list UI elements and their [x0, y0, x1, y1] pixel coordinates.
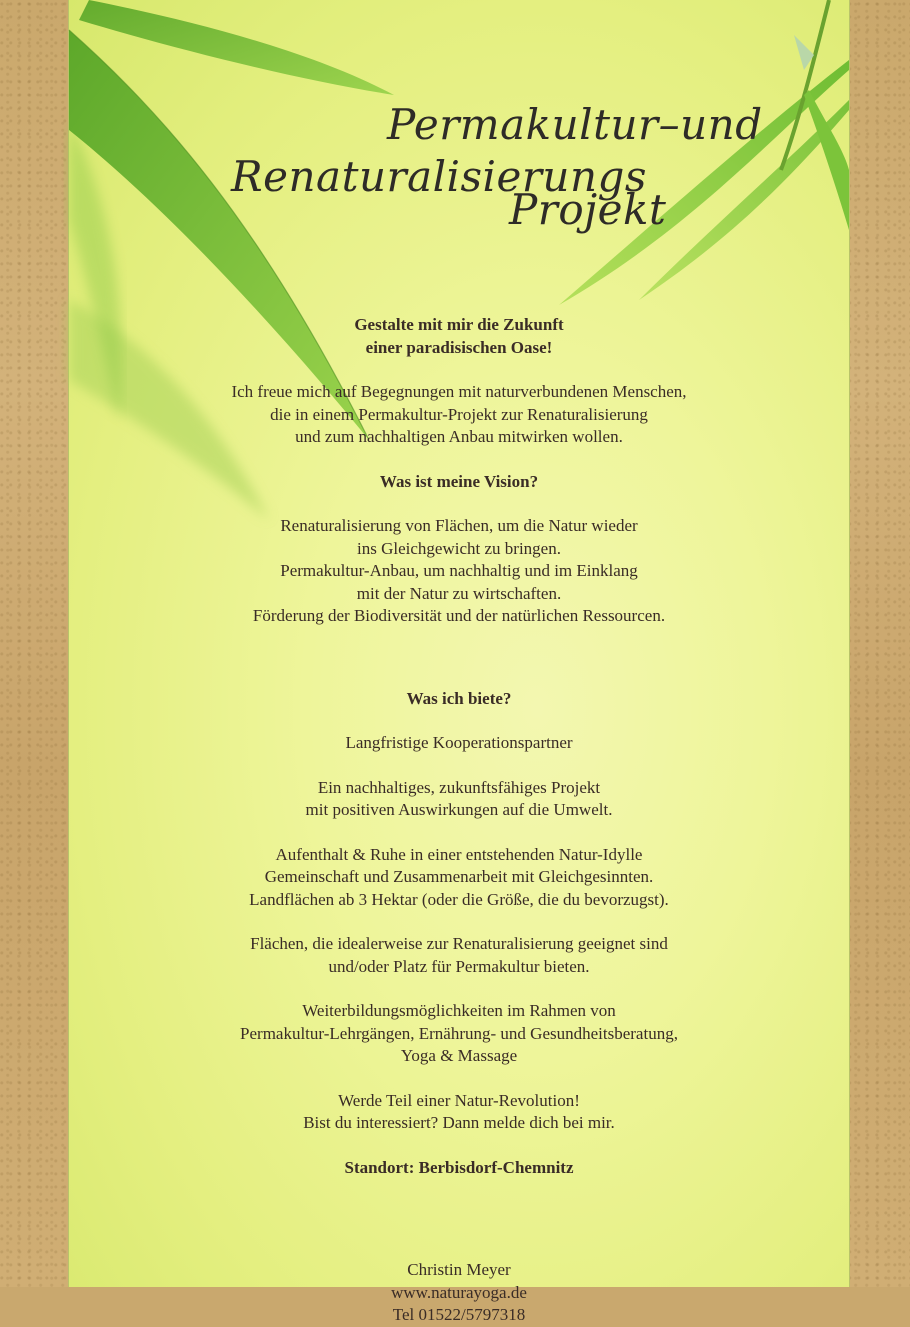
offer-item-5-line-3: Yoga & Massage	[400, 1046, 518, 1065]
offer-item-3-line-3: Landflächen ab 3 Hektar (oder die Größe, die du bevorzugst).	[249, 889, 669, 909]
intro-text-line-3: und zum nachhaltigen Anbau mitwirken wollen.	[295, 427, 623, 446]
vision-line-4: mit der Natur zu wirtschaften.	[356, 583, 562, 603]
cta-line-2: Bist du interessiert? Dann melde dich bei mir.	[303, 1113, 615, 1132]
cta-line-1: Werde Teil einer Natur-Revolution!	[338, 1090, 580, 1110]
offer-item-5-line-2: Permakultur-Lehrgängen, Ernährung- und Gesundheitsberatung,	[240, 1023, 678, 1043]
kraft-paper-border-right	[848, 0, 910, 1287]
flyer-panel	[68, 0, 850, 1324]
offer-item-5-line-1: Weiterbildungsmöglichkeiten im Rahmen von	[302, 1001, 616, 1020]
flyer-content	[69, 314, 849, 1327]
vision-line-5: Förderung der Biodiversität und der natürlichen Ressourcen.	[252, 606, 666, 625]
vision-heading: Was ist meine Vision?	[379, 471, 539, 491]
offer-item-4-line-2: und/oder Platz für Permakultur bieten.	[328, 956, 590, 976]
contact-website[interactable]: www.naturayoga.de	[391, 1282, 527, 1302]
intro-heading-line-2: einer paradisischen Oase!	[365, 337, 553, 357]
vision-line-3: Permakultur-Anbau, um nachhaltig und im Einklang	[280, 561, 638, 580]
location: Standort: Berbisdorf-Chemnitz	[344, 1157, 574, 1177]
intro-text-line-2: die in einem Permakultur-Projekt zur Renaturalisierung	[270, 404, 648, 424]
vision-line-1: Renaturalisierung von Flächen, um die Natur wieder	[280, 516, 638, 535]
title-line-2: Renaturalisierungs	[231, 152, 647, 201]
offer-item-3-line-2: Gemeinschaft und Zusammenarbeit mit Gleichgesinnten.	[264, 867, 654, 886]
intro-text-line-1: Ich freue mich auf Begegnungen mit naturverbundenen Menschen,	[231, 382, 687, 401]
title-line-1: Permakultur–und	[387, 100, 763, 149]
contact-phone: Tel 01522/5797318	[392, 1305, 526, 1324]
offer-item-2-line-2: mit positiven Auswirkungen auf die Umwelt.	[305, 800, 613, 819]
offer-item-4-line-1: Flächen, die idealerweise zur Renaturalisierung geeignet sind	[250, 934, 668, 953]
contact-name: Christin Meyer	[407, 1260, 511, 1279]
offer-item-3-line-1: Aufenthalt & Ruhe in einer entstehenden Natur-Idylle	[275, 844, 643, 864]
offer-item-2-line-1: Ein nachhaltiges, zukunftsfähiges Projekt	[317, 777, 601, 797]
intro-heading-line-1: Gestalte mit mir die Zukunft	[354, 315, 564, 334]
vision-line-2: ins Gleichgewicht zu bringen.	[357, 538, 561, 558]
flyer-title	[69, 0, 849, 260]
offer-item-1: Langfristige Kooperationspartner	[345, 733, 573, 752]
kraft-paper-border-left	[0, 0, 68, 1287]
offer-heading: Was ich biete?	[406, 688, 512, 708]
title-line-3: Projekt	[509, 185, 667, 234]
